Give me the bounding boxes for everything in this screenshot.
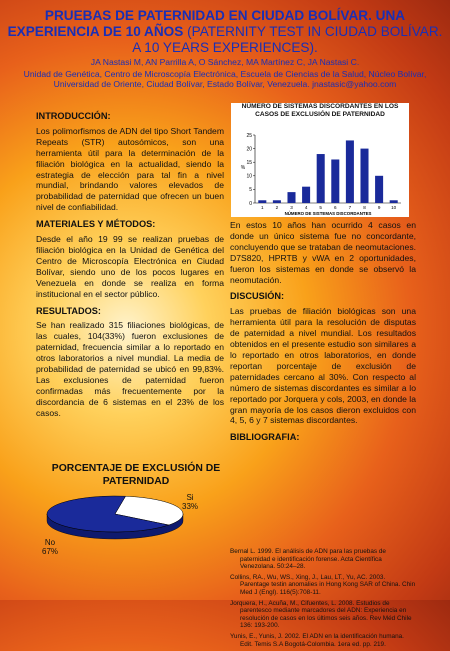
x-tick-label: 4: [304, 205, 308, 210]
pie-label-no: No 67%: [42, 538, 59, 556]
results-text: Se han realizado 315 filiaciones biológicas, de las cuales, 104(33%) fueron exclusiones de paternidad, frecuencia similar a lo reportado en otros laboratorios a nivel mundial. La media de probabilidad de paternidad se ubicó en 99,83%. Las exclusiones de paternidad fueron confirmadas más frecuentemente por la discordancia de 6 sistemas en el 23% de los casos.: [36, 320, 224, 418]
x-tick-label: 7: [348, 205, 352, 210]
bibliography-entry: Collins, RA., Wu, WS., Xing, J., Lau, LT., Yu, AC. 2003. Parentage testin anomalies in Hong Kong SAR of China. Chin Med J (Engl). 116(5):708-11.: [230, 573, 416, 596]
y-tick-label: 20: [246, 146, 252, 153]
title-spanish: PRUEBAS DE PATERNIDAD EN CIUDAD BOLÍVAR. UNA EXPERIENCIA DE 10 AÑOS: [7, 8, 406, 39]
title-english: (PATERNITY TEST IN CIUDAD BOLÍVAR. A 10 YEARS EXPERIENCES).: [132, 24, 443, 55]
methods-text: Desde el año 19 99 se realizan pruebas de filiación biológica en la Unidad de Genética del Centro de Microscopía Electrónica en Ciudad Bolívar, siendo uno de los pocos lugares en Venezuela en donde se realiza en forma institucional en el sector público.: [36, 234, 224, 299]
bar-chart-panel: [231, 103, 409, 217]
bar: [273, 200, 281, 203]
x-tick-label: 2: [275, 205, 279, 210]
y-tick-label: 5: [249, 187, 252, 194]
bar-chart-title: NÚMERO DE SISTEMAS DISCORDANTES EN LOS CASOS DE EXCLUSIÓN DE PATERNIDAD: [241, 103, 399, 118]
bar: [258, 200, 266, 203]
discussion-heading: DISCUSIÓN:: [230, 291, 285, 302]
right-column: [230, 220, 416, 447]
bar: [390, 200, 398, 203]
poster-title: [4, 8, 446, 56]
bibliography-entry: Yunis, E., Yunis, J. 2002. El ADN en la identificación humana. Edit. Temis S.A Bogotá-Colombia. 1era ed. pp. 219.: [230, 632, 404, 648]
y-axis-label: %: [240, 165, 246, 171]
bar-chart: [231, 103, 409, 217]
bar: [331, 159, 339, 203]
bibliography-entry: Bernal L. 1999. El análisis de ADN para las pruebas de paternidad e identificación forense. Acta Científica Venezolana. 50:24–28.: [230, 548, 386, 571]
x-tick-label: 10: [391, 205, 397, 210]
y-tick-label: 0: [249, 200, 252, 207]
intro-heading: INTRODUCCIÓN:: [36, 111, 111, 121]
bar: [375, 176, 383, 203]
biblio-heading: BIBLIOGRAFIA:: [230, 432, 300, 443]
pie-chart-title: PORCENTAJE DE EXCLUSIÓN DE PATERNIDAD: [51, 463, 221, 487]
x-tick-label: 8: [363, 205, 366, 210]
x-tick-label: 1: [261, 205, 264, 210]
methods-heading: MATERIALES Y MÉTODOS:: [36, 219, 156, 230]
x-tick-label: 9: [377, 205, 381, 210]
x-tick-label: 6: [334, 205, 337, 210]
bar: [287, 192, 295, 203]
results-continued: En estos 10 años han ocurrido 4 casos en donde un único sistema fue no concordante, concluyendo que se trataban de neomutaciones. D7S820, HPRTB y vWA en 2 oportunidades, fueron los sistemas en donde se observó la neomutación.: [230, 220, 416, 285]
poster-header: [4, 8, 446, 90]
x-tick-label: 3: [290, 205, 293, 210]
bar: [317, 154, 325, 203]
intro-text: Los polimorfismos de ADN del tipo Short Tandem Repeats (STR) autosómicos, son una herramienta útil para la determinación de la filiación biológica en la actualidad, siendo la estrategia de elección para tal fin a nivel mundial, brindando valores elevados de probabilidad de paternidad que ofrecen un buen nivel de confiabilidad.: [36, 125, 224, 213]
x-tick-label: 5: [319, 205, 322, 210]
pie-label-si: Si 33%: [182, 493, 199, 511]
authors: JA Nastasi M, AN Parrilla A, O Sánchez, MA Martínez C, JA Nastasi C.: [90, 57, 360, 67]
bibliography-entry: Jorquera, H., Acuña, M., Cifuentes, L. 2008. Estudios de parentesco mediante marcadores del ADN: Experiencia en resolución de casos en los últimos seis años. Rev Méd Chile 136: 193-200.: [230, 599, 412, 630]
y-tick-label: 15: [246, 160, 252, 166]
bar: [346, 140, 354, 203]
y-tick-label: 25: [246, 132, 252, 139]
x-axis-label: NÚMERO DE SISTEMAS DISCORDANTES: [284, 211, 372, 216]
bar: [360, 149, 368, 203]
left-column: [36, 111, 224, 425]
bar: [302, 187, 310, 203]
results-heading: RESULTADOS:: [36, 305, 101, 316]
discussion-text: Las pruebas de filiación biológicas son una herramienta útil para la resolución de disputas de paternidad a nivel mundial. Los resultados obtenidos en el presente estudio son similares a lo reportado en otros laboratorios, en donde reportan porcentaje de exclusión de paternidades cercano al 30%. Con respecto al número de sistemas discordantes es similar a lo reportado por Jorquera y cols, 2003, en donde la gran mayoría de los casos dieron excluidos con 4, 5, 6 y 7 sistemas discordantes.: [230, 306, 416, 426]
affiliation: Unidad de Genética, Centro de Microscopía Electrónica, Escuela de Ciencias de la Salud, Núcleo Bolívar, Universidad de Oriente, Ciudad Bolívar, Estado Bolívar, Venezuela. jnastasic@yahoo.com: [23, 68, 427, 89]
y-tick-label: 10: [246, 173, 252, 180]
